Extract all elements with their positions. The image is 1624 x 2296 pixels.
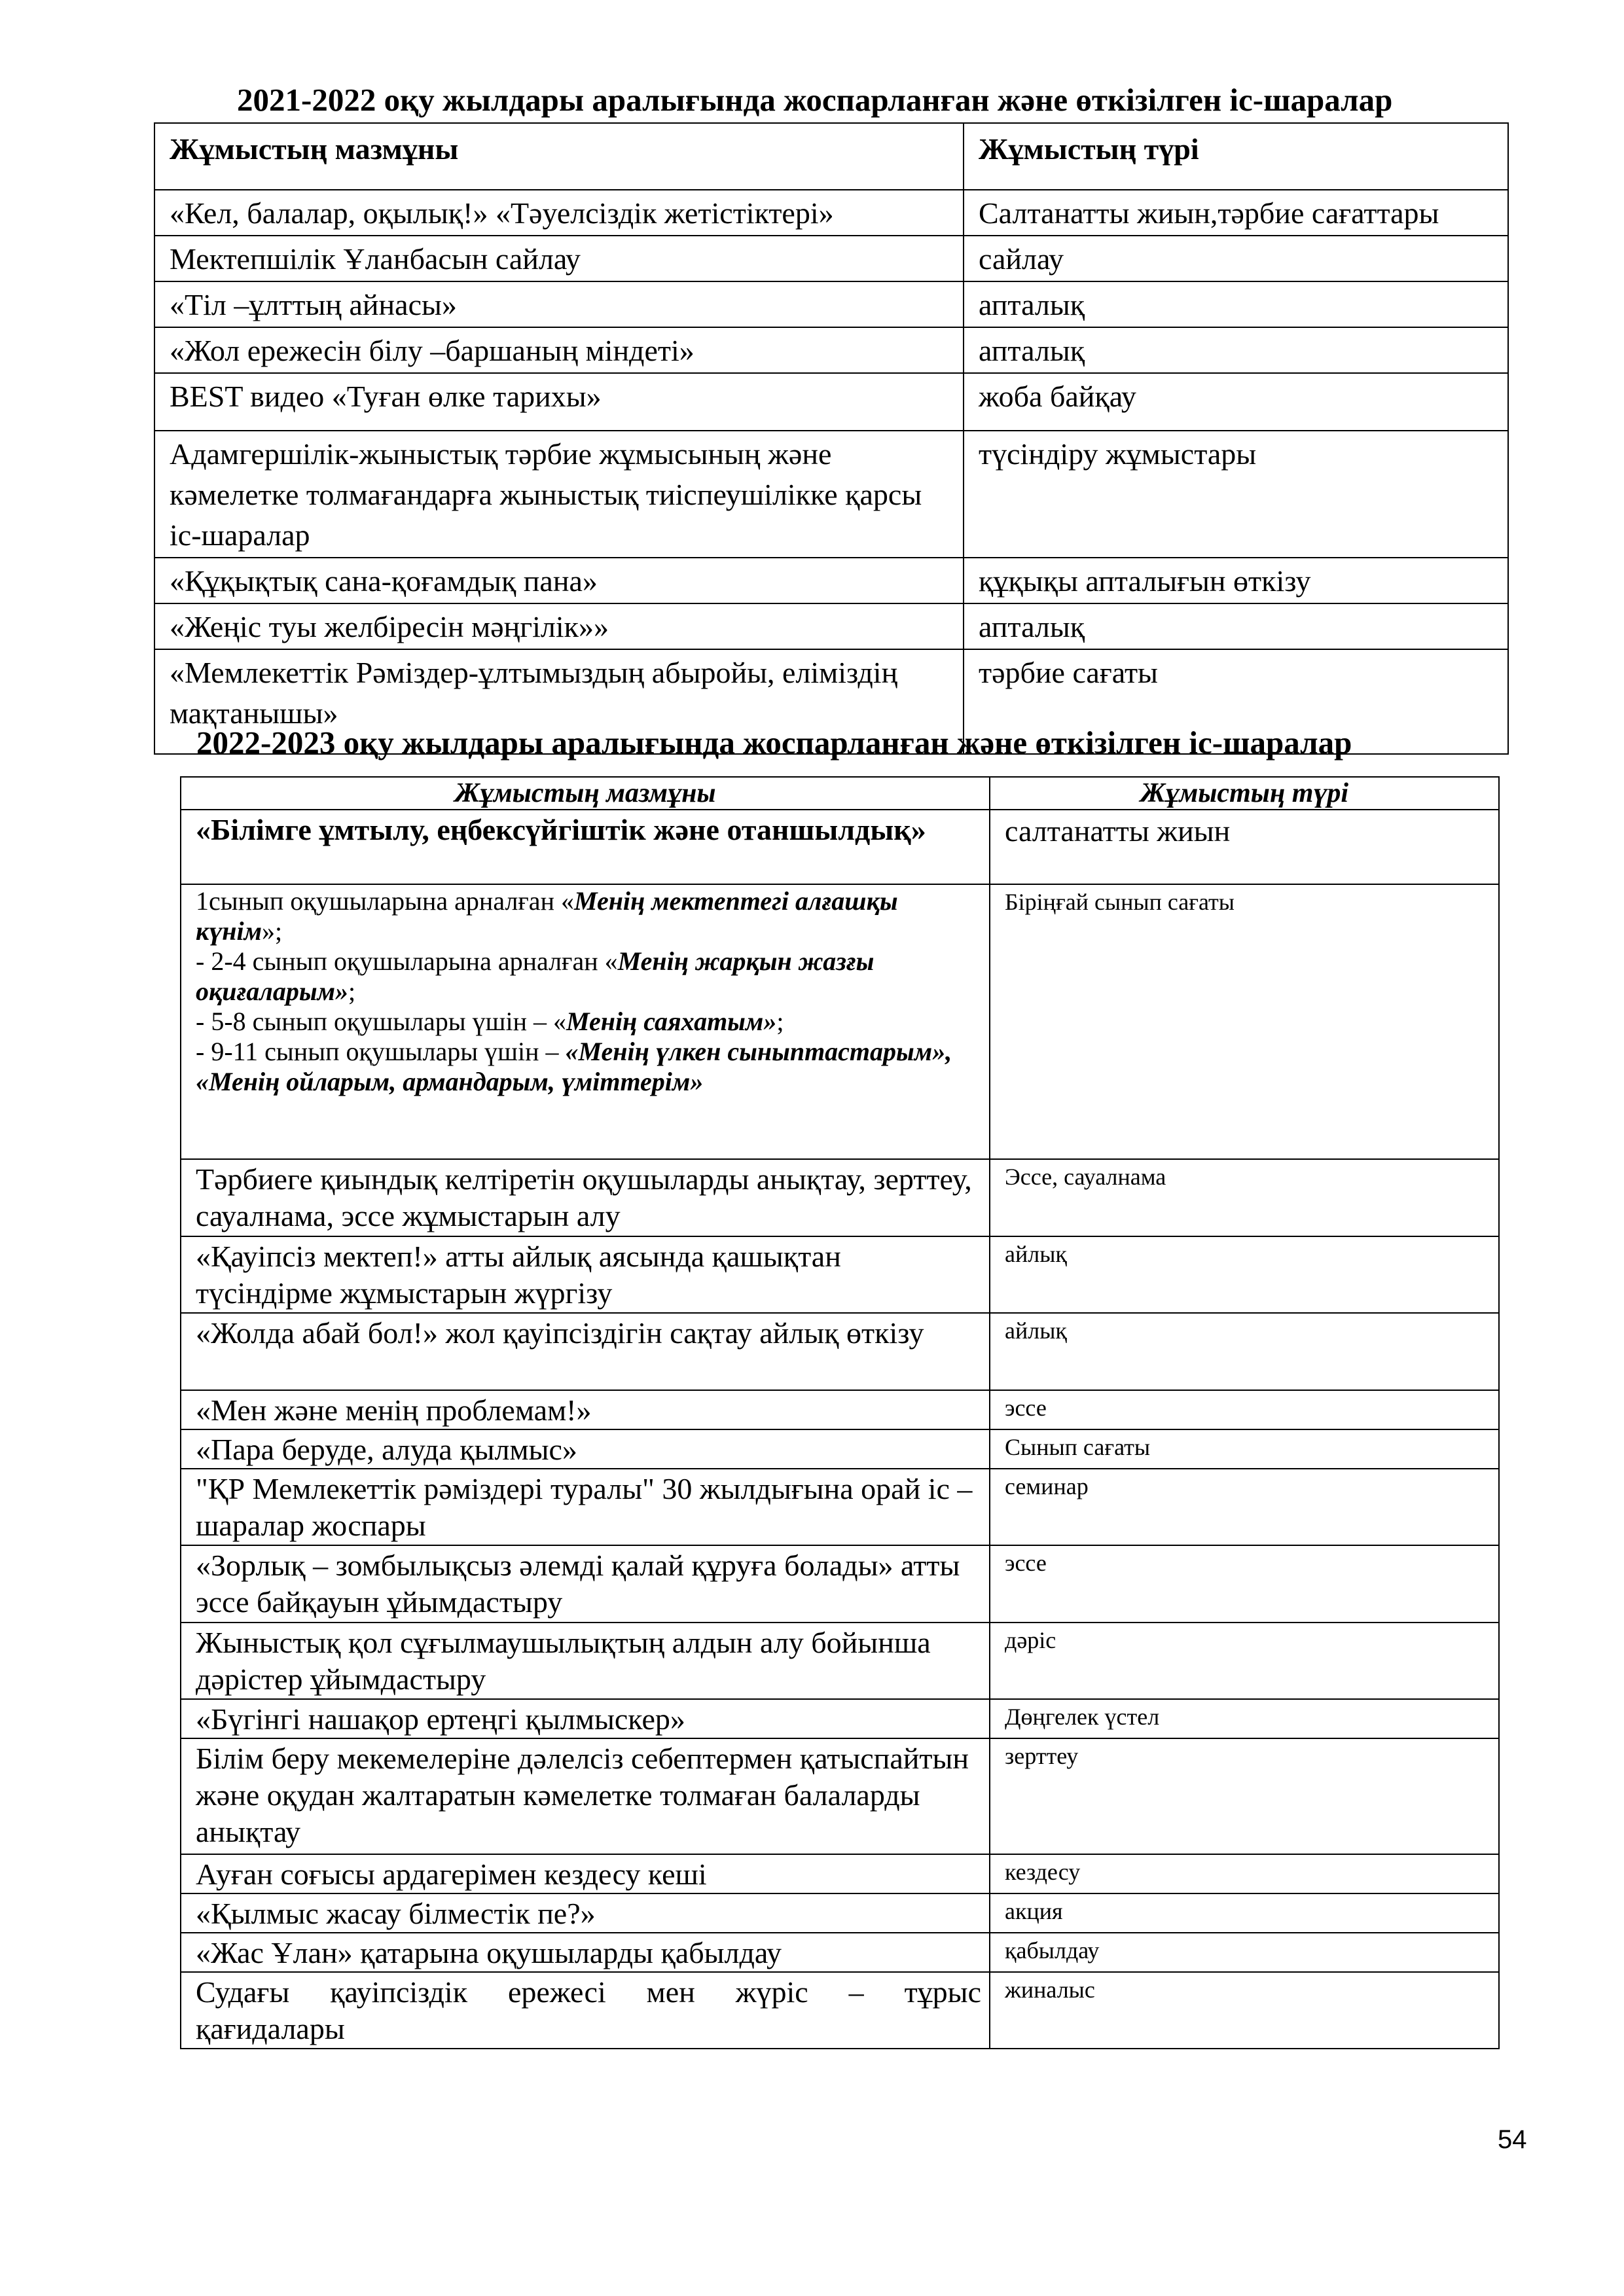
table-header-row: [181, 777, 1499, 810]
header-type: Жұмыстың түрі: [964, 123, 1508, 190]
cell-content: BEST видео «Туған өлке тарихы»: [154, 373, 964, 431]
table-row: [181, 1429, 1499, 1469]
grade-line-3: - 5-8 сынып оқушылары үшін – «Менің саяхатым»;: [196, 1007, 784, 1036]
cell-type: Сынып сағаты: [990, 1429, 1499, 1469]
cell-type: қабылдау: [990, 1933, 1499, 1972]
cell-content: «Қылмыс жасау білместік пе?»: [181, 1893, 990, 1933]
cell-content: «Кел, балалар, оқылық!» «Тәуелсіздік жетістіктері»: [154, 190, 964, 236]
cell-type: дәріс: [990, 1623, 1499, 1699]
table-row: [154, 327, 1508, 373]
table-row: [181, 1545, 1499, 1623]
table-row: [181, 1933, 1499, 1972]
cell-line-1: Судағы қауіпсіздік ережесі мен жүріс – тұрыс: [196, 1975, 981, 2009]
grade-line-1: 1сынып оқушыларына арналған «Менің мектептегі алғашқы күнім»;: [196, 886, 898, 946]
table-row: [181, 1893, 1499, 1933]
cell-type: айлық: [990, 1236, 1499, 1313]
cell-content: «Қауіпсіз мектеп!» атты айлық аясында қашықтан түсіндірме жұмыстарын жүргізу: [181, 1236, 990, 1313]
grade-line-2: - 2-4 сынып оқушыларына арналған «Менің жарқын жазғы оқиғаларым»;: [196, 946, 875, 1006]
cell-type: семинар: [990, 1469, 1499, 1545]
section-title-2022-2023: 2022-2023 оқу жылдары аралығында жоспарланған және өткізілген іс-шаралар: [196, 725, 1352, 761]
activities-table-2021-2022: [154, 122, 1509, 755]
table-row: [181, 1469, 1499, 1545]
cell-content: «Мен және менің проблемам!»: [181, 1390, 990, 1429]
table-row: [154, 431, 1508, 558]
grade-line-4: - 9-11 сынып оқушылары үшін – «Менің үлкен сыныптастарым», «Менің ойларым, армандарым, үміттерім»: [196, 1037, 952, 1096]
cell-content: «Мемлекеттік Рәміздер-ұлтымыздың абыройы, еліміздің мақтанышы»: [154, 649, 964, 754]
cell-type: Салтанатты жиын,тәрбие сағаттары: [964, 190, 1508, 236]
cell-line-2: қағидалары: [196, 2012, 345, 2045]
table-row: [181, 1972, 1499, 2049]
cell-type: айлық: [990, 1313, 1499, 1390]
table-row: [181, 1738, 1499, 1854]
cell-content: «Жеңіс туы желбіресін мәңгілік»»: [154, 603, 964, 649]
table-row: [154, 603, 1508, 649]
cell-content: «Пара беруде, алуда қылмыс»: [181, 1429, 990, 1469]
page-number: 54: [1498, 2125, 1527, 2154]
cell-content: Жыныстық қол сұғылмаушылықтың алдын алу бойынша дәрістер ұйымдастыру: [181, 1623, 990, 1699]
cell-content: "ҚР Мемлекеттік рәміздері туралы" 30 жылдығына орай іс – шаралар жоспары: [181, 1469, 990, 1545]
cell-type: апталық: [964, 603, 1508, 649]
cell-content: «Құқықтық сана-қоғамдық пана»: [154, 558, 964, 603]
table-row: [154, 558, 1508, 603]
cell-type: апталық: [964, 327, 1508, 373]
header-content: Жұмыстың мазмұны: [154, 123, 964, 190]
cell-content: «Жас Ұлан» қатарына оқушыларды қабылдау: [181, 1933, 990, 1972]
cell-type: эссе: [990, 1545, 1499, 1623]
cell-type: тәрбие сағаты: [964, 649, 1508, 754]
cell-type: түсіндіру жұмыстары: [964, 431, 1508, 558]
cell-type: Дөңгелек үстел: [990, 1699, 1499, 1738]
cell-type: салтанатты жиын: [990, 810, 1499, 884]
table-row: [181, 1854, 1499, 1893]
cell-content: «Бүгінгі нашақор ертеңгі қылмыскер»: [181, 1699, 990, 1738]
cell-type: кездесу: [990, 1854, 1499, 1893]
table-row: [181, 1390, 1499, 1429]
table-row: [181, 810, 1499, 884]
cell-type: Эссе, сауалнама: [990, 1159, 1499, 1236]
cell-content: «Тіл –ұлттың айнасы»: [154, 281, 964, 327]
cell-content: [181, 1972, 990, 2049]
cell-content: Білім беру мекемелеріне дәлелсіз себептермен қатыспайтын және оқудан жалтаратын кәмелетке толмаған балаларды анықтау: [181, 1738, 990, 1854]
cell-content-grade-activities: [181, 884, 990, 1159]
header-content: Жұмыстың мазмұны: [181, 777, 990, 810]
cell-content: Адамгершілік-жыныстық тәрбие жұмысының және кәмелетке толмағандарға жыныстық тиіспеушілікке қарсы іс-шаралар: [154, 431, 964, 558]
cell-content: Тәрбиеге қиындық келтіретін оқушыларды анықтау, зерттеу, сауалнама, эссе жұмыстарын алу: [181, 1159, 990, 1236]
table-row: [181, 1623, 1499, 1699]
table-row: [181, 1159, 1499, 1236]
cell-type: құқықы апталығын өткізу: [964, 558, 1508, 603]
cell-type: зерттеу: [990, 1738, 1499, 1854]
cell-content: Мектепшілік Ұланбасын сайлау: [154, 236, 964, 281]
cell-type: жиналыс: [990, 1972, 1499, 2049]
cell-type: сайлау: [964, 236, 1508, 281]
cell-content: «Жол ережесін білу –баршаның міндеті»: [154, 327, 964, 373]
section-title-2021-2022: 2021-2022 оқу жылдары аралығында жоспарланған және өткізілген іс-шаралар: [237, 82, 1393, 118]
table-row: [154, 190, 1508, 236]
table-row: [154, 236, 1508, 281]
cell-content: «Жолда абай бол!» жол қауіпсіздігін сақтау айлық өткізу: [181, 1313, 990, 1390]
table-row: [154, 373, 1508, 431]
table-row: [181, 884, 1499, 1159]
table-row: [181, 1313, 1499, 1390]
cell-type: апталық: [964, 281, 1508, 327]
table-header-row: [154, 123, 1508, 190]
cell-content: «Зорлық – зомбылықсыз әлемді қалай құруға болады» атты эссе байқауын ұйымдастыру: [181, 1545, 990, 1623]
cell-type: эссе: [990, 1390, 1499, 1429]
table-row: [181, 1699, 1499, 1738]
activities-table-2022-2023: [180, 776, 1500, 2049]
cell-content: Ауған соғысы ардагерімен кездесу кеші: [181, 1854, 990, 1893]
cell-type: акция: [990, 1893, 1499, 1933]
table-row: [154, 281, 1508, 327]
cell-content: «Білімге ұмтылу, еңбексүйгіштік және отаншылдық»: [181, 810, 990, 884]
table-row: [181, 1236, 1499, 1313]
header-type: Жұмыстың түрі: [990, 777, 1499, 810]
cell-type: жоба байқау: [964, 373, 1508, 431]
cell-type: Біріңғай сынып сағаты: [990, 884, 1499, 1159]
